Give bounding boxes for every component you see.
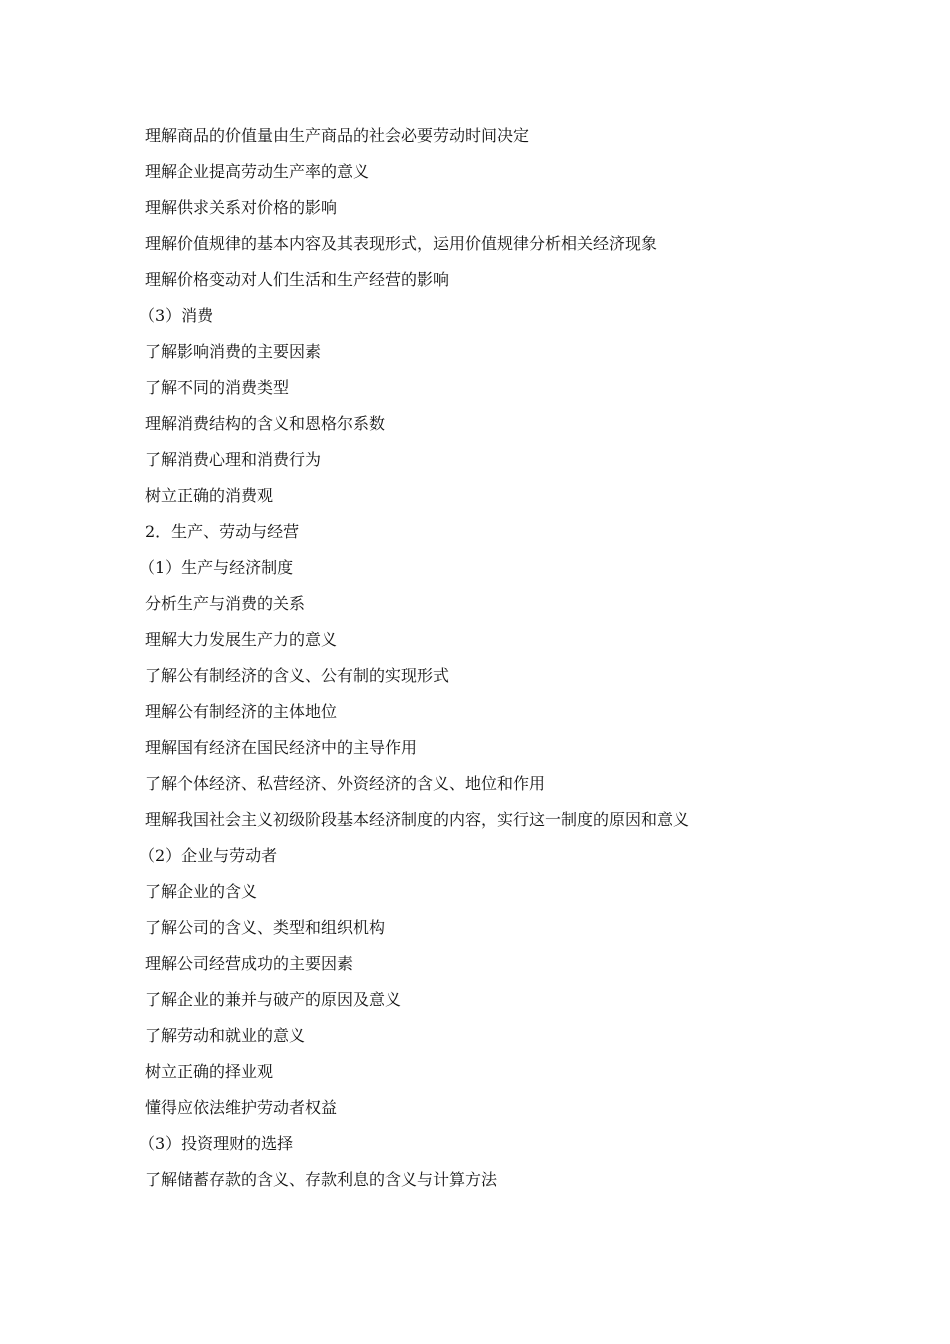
text-line: 理解公司经营成功的主要因素: [145, 954, 354, 973]
text-line: 树立正确的消费观: [145, 486, 274, 505]
text-line: 了解消费心理和消费行为: [145, 450, 322, 469]
subsection-heading: （3）消费: [139, 306, 214, 325]
document-body: [139, 118, 845, 1198]
text-line: 树立正确的择业观: [145, 1062, 274, 1081]
section-heading: 2．生产、劳动与经营: [145, 522, 300, 541]
subsection-heading: （3）投资理财的选择: [139, 1134, 294, 1153]
text-line: 理解我国社会主义初级阶段基本经济制度的内容，实行这一制度的原因和意义: [145, 810, 690, 829]
text-line: 了解个体经济、私营经济、外资经济的含义、地位和作用: [145, 774, 546, 793]
text-line: 理解大力发展生产力的意义: [145, 630, 338, 649]
subsection-heading: （2）企业与劳动者: [139, 846, 278, 865]
text-line: 理解价值规律的基本内容及其表现形式，运用价值规律分析相关经济现象: [145, 234, 658, 253]
text-line: 了解企业的含义: [145, 882, 258, 901]
text-line: 理解国有经济在国民经济中的主导作用: [145, 738, 418, 757]
text-line: 理解消费结构的含义和恩格尔系数: [145, 414, 386, 433]
text-line: 分析生产与消费的关系: [145, 594, 306, 613]
text-line: 理解供求关系对价格的影响: [145, 198, 338, 217]
text-line: 理解价格变动对人们生活和生产经营的影响: [145, 270, 450, 289]
text-line: 了解不同的消费类型: [145, 378, 290, 397]
text-line: 了解公司的含义、类型和组织机构: [145, 918, 386, 937]
text-line: 了解劳动和就业的意义: [145, 1026, 306, 1045]
text-line: 了解企业的兼并与破产的原因及意义: [145, 990, 402, 1009]
text-line: 理解公有制经济的主体地位: [145, 702, 338, 721]
text-line: 了解储蓄存款的含义、存款利息的含义与计算方法: [145, 1170, 498, 1189]
text-line: 了解公有制经济的含义、公有制的实现形式: [145, 666, 450, 685]
text-line: 懂得应依法维护劳动者权益: [145, 1098, 338, 1117]
subsection-heading: （1）生产与经济制度: [139, 558, 294, 577]
text-line: 了解影响消费的主要因素: [145, 342, 322, 361]
text-line: 理解商品的价值量由生产商品的社会必要劳动时间决定: [145, 126, 530, 145]
text-line: 理解企业提高劳动生产率的意义: [145, 162, 370, 181]
